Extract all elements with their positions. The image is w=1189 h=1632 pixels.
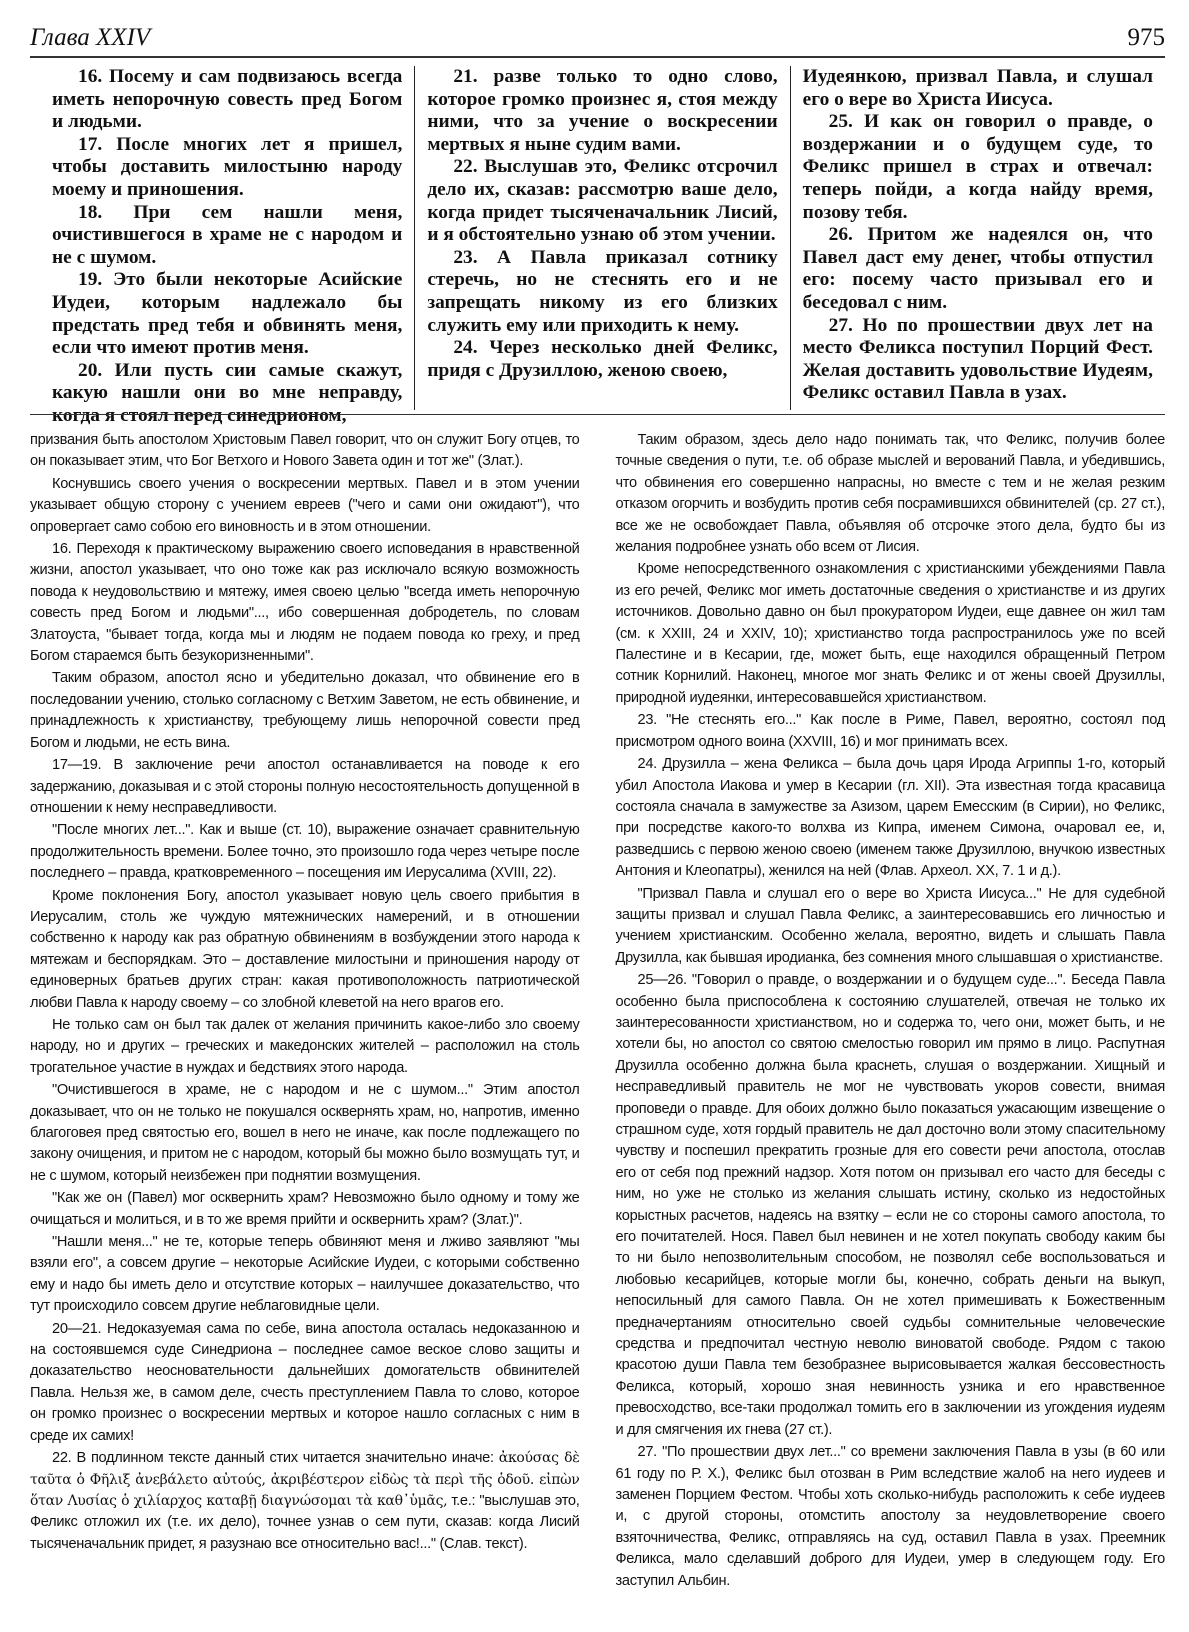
commentary-paragraph: Коснувшись своего учения о воскресении мертвых. Павел и в этом учении указывает общую сторону с учением евреев ("чего и сами они ожидают"), что опровергает само собою его виновность и в этом отношении. <box>30 475 580 535</box>
commentary-paragraph: 16. Переходя к практическому выражению своего исповедания в нравственной жизни, апостол указывает, что оно тоже как раз исключало всякую возможность повода к неудовольствию и мятежу, имея своею целью "всегда иметь непорочную совесть пред Богом и людьми"..., ибо совершенная добродетель, по словам Златоуста, "бывает тогда, когда мы и людям не подаем повода ко греху, и пред Богом стараемся быть безукоризненными". <box>30 541 580 665</box>
verse: 21. разве только то одно слово, которое громко произнес я, стоя между ними, что за учение о воскресении мертвых я ныне судим вами. <box>427 66 778 155</box>
commentary-paragraph: "После многих лет...". Как и выше (ст. 10), выражение означает сравнительную продолжительность времени. Более точно, это произошло года через четыре после последнего – правда, кратковременного – посещения им Иерусалима (XVIII, 22). <box>30 822 580 882</box>
verse: 26. Притом же надеялся он, что Павел даст ему денег, чтобы отпустил его: посему часто призывал его и беседовал с ним. <box>802 224 1153 313</box>
commentary-paragraph: "Очистившегося в храме, не с народом и не с шумом..." Этим апостол доказывает, что он не только не покушался осквернять храм, но, напротив, именно благоговея пред святостью его, вошел в него не иначе, как после подлежащего по закону очищения, и притом не с народом, который бы можно было возмущать тут, и не с шумом, который неизбежен при поднятии возмущения. <box>30 1082 580 1184</box>
verse: 19. Это были некоторые Асийские Иудеи, которым надлежало бы предстать пред тебя и обвинять меня, если что имеют против меня. <box>52 269 403 359</box>
verse: 18. При сем нашли меня, очистившегося в храме не с народом и не с шумом. <box>52 201 403 268</box>
verse: 20. Или пусть сии самые скажут, какую нашли они во мне неправду, когда я стоял перед синедрионом, <box>52 359 403 426</box>
verse: 27. Но по прошествии двух лет на место Феликса поступил Порций Фест. Желая доставить удовольствие Иудеям, Феликс оставил Павла в узах. <box>802 314 1153 404</box>
scripture-column-3 <box>790 66 1165 410</box>
commentary-paragraph: 25—26. "Говорил о правде, о воздержании и о будущем суде...". Беседа Павла особенно была приспособлена к состоянию слушателей, отвечая не только их заинтересованности христианством, но и содержа то, чего они, может быть, и не хотели бы, но апостол со святою смелостью говорил им прямо в лицо. Распутная Друзилла особенно должна была краснеть, слушая о воздержании. Хищный и несправедливый правитель не мог не чувствовать укоров совести, внимая проповеди о правде. Для обоих должно было показаться ужасающим извещение о страшном суде, хотя гордый правитель не дал досточно воли этому спасительному чувству и поспешил прекратить грозные для его совести речи апостола, отослав его от себя под прежний надзор. Хотя потом он призывал его часто для беседы с ним, но уже не столько из желания слышать истину, сколько из недостойных корыстных расчетов, надеясь на взятку – если не со стороны самого апостола, то его почитателей. Нося. Павел был невинен и не хотел покупать свободу каким бы то ни было непозволительным способом, не позволял себе воспользоваться и любовью кесарийцев, которые могли бы, конечно, собрать деньги на выкуп, непосильный для самого Павла. Он не хотел примешивать к Божественным предначертаниям относительно своей судьбы сомнительные человеческие средства и предпочитал честную неволю виноватой свободе. Рядом с такою красотою души Павла тем безобразнее вырисовывается жалкая бессовестность Феликса, который, хорошо зная невинность узника и его нравственное превосходство, все-таки продолжал томить его в заключении из угождения иудеям и для смягчения их гнева (27 ст.). <box>615 972 1165 1438</box>
translation: т.е.: "выслушав это, Феликс отложил их (т.е. их дело), точнее узнав о сем пути, сказав: когда Лисий тысяченачальник придет, я разузнаю все относительно вас!..." (Слав. текст). <box>30 1492 580 1552</box>
commentary-paragraph: 24. Друзилла – жена Феликса – была дочь царя Ирода Агриппы 1-го, который убил Апостола Иакова и умер в Кесарии (гл. XII). Эта известная тогда красавица состояла сначала в замужестве за Азизом, царем Емесским (в Сирии), но Феликс, при посредстве какого-то волхва из Кипра, именем Симона, очаровал ее, и, разведшись с первою женою своею (именем также Друзиллою, внучкою известных Антония и Клеопатры), женился на ней (Флав. Археол. XX, 7. 1 и д.). <box>615 756 1165 880</box>
scripture-text <box>30 66 1165 426</box>
scripture-column-2 <box>414 66 789 410</box>
verse: 23. А Павла приказал сотнику стеречь, но не стеснять его и не запрещать никому из его близких служить ему или приходить к нему. <box>427 246 778 336</box>
verse: 24. Через несколько дней Феликс, придя с Друзиллою, женою своею, <box>427 337 778 381</box>
commentary-column-left <box>30 430 580 1625</box>
commentary-paragraph: 23. "Не стеснять его..." Как после в Риме, Павел, вероятно, состоял под присмотром одного воина (XXVIII, 16) и мог принимать всех. <box>615 712 1165 750</box>
commentary-paragraph: "Призвал Павла и слушал его о вере во Христа Иисуса..." Не для судебной защиты призвал и слушал Павла Феликс, а заинтересовавшись его личностью и учением христианским. Особенно желала, вероятно, видеть и слышать Павла Друзилла, как бывшая иродианка, без сомнения много слышавшая о христианстве. <box>615 885 1165 966</box>
page-number: 975 <box>1127 24 1165 51</box>
commentary-paragraph: Таким образом, апостол ясно и убедительно доказал, что обвинение его в последовании учению, столько согласному с Ветхим Заветом, не есть обвинение, и принадлежность к христианству, требующему лишь непорочной совести пред Богом и людьми, не есть вина. <box>30 670 580 751</box>
commentary-paragraph: 17—19. В заключение речи апостол останавливается на поводе к его задержанию, доказывая и с этой стороны полную несостоятельность допущенной в отношении к нему несправедливости. <box>30 757 580 816</box>
commentary-paragraph: 27. "По прошествии двух лет..." со времени заключения Павла в узы (в 60 или 61 году по Р. Х.), Феликс был отозван в Рим вследствие жалоб на него иудеев и заменен Порцием Фестом. Чтобы хоть сколько-нибудь расположить к себе иудеев и, с другой стороны, отомстить апостолу за неудовлетворение своего взяточничества, Феликс, отправляясь на суд, оставил Павла в узах. Преемник Феликса, мало сделавший доброго для Иудеи, умер в следующем году. Его заступил Альбин. <box>615 1444 1165 1589</box>
verse: 25. И как он говорил о правде, о воздержании и о будущем суде, то Феликс пришел в страх и отвечал: теперь пойди, а когда найду время, позову тебя. <box>802 111 1153 223</box>
commentary-paragraph <box>30 1448 580 1555</box>
verse-22-intro: 22. В подлинном тексте данный стих читается значительно иначе: <box>52 1450 494 1467</box>
chapter-title: Глава XXIV <box>30 24 151 51</box>
scripture-column-1 <box>30 66 414 426</box>
commentary-paragraph: "Как же он (Павел) мог осквернить храм? Невозможно было одному и тому же очищаться и молиться, и в то же время прийти и осквернить храм? (Злат.)". <box>30 1190 580 1228</box>
verse: 22. Выслушав это, Феликс отсрочил дело их, сказав: рассмотрю ваше дело, когда придет тысяченачальник Лисий, и я обстоятельно узнаю об этом учении. <box>427 156 778 246</box>
commentary-paragraph: "Нашли меня..." не те, которые теперь обвиняют меня и лживо заявляют "мы взяли его", а совсем другие – некоторые Асийские Иудеи, с которыми собственно ему и надо бы иметь дело и отсутствие которых – наилучшее доказательство, что тут происходило совсем другие неблаговидные цели. <box>30 1234 580 1315</box>
commentary-paragraph: Кроме непосредственного ознакомления с христианскими убеждениями Павла из его речей, Феликс мог иметь достаточные сведения о христианстве и из других источников. Довольно давно он был прокуратором Иудеи, еще давнее он жил там (см. к XXIII, 24 и XXIV, 10); христианство тогда распространилось уже по всей Палестине и в Кесарии, где, может быть, еще находился обращенный Петром сотник Корнилий. Наконец, многое мог знать Феликс и от жены своей Друзиллы, природной иудеянки, интересовавшейся христианством. <box>615 561 1165 706</box>
commentary-paragraph: 20—21. Недоказуемая сама по себе, вина апостола осталась недоказанною и на состоявшемся суде Синедриона – последнее самое веское слово защиты и доказательство неосновательности дальнейших домогательств обвинителей Павла. Нельзя же, в самом деле, счесть преступлением Павла то слово, которое он громко произнес о воскресении мертвых и которое нашло согласных с ним в среде их самих! <box>30 1320 580 1444</box>
commentary-paragraph: призвания быть апостолом Христовым Павел говорит, что он служит Богу отцев, то он показывает этим, что Бог Ветхого и Нового Завета один и тот же" (Злат.). <box>30 432 580 470</box>
commentary-paragraph: Не только сам он был так далек от желания причинить какое-либо зло своему народу, но и других – греческих и македонских жителей – расположил на столь трогательное участие в нуждах и бедствиях этого народа. <box>30 1016 580 1076</box>
commentary-paragraph: Кроме поклонения Богу, апостол указывает новую цель своего прибытия в Иерусалим, столь же чуждую мятежнических намерений, и в отношении собственно к народу как раз обратную обвинениям в возбуждении этого народа к мятежам и беспорядкам. Это – доставление милостыни и приношения народу от единоверных братьев других стран: какая противоположность патриотической любви Павла к народу своему – со злобной клеветой на него врагов его. <box>30 887 580 1011</box>
commentary-column-right <box>616 430 1166 1625</box>
commentary-paragraph: Таким образом, здесь дело надо понимать так, что Феликс, получив более точные сведения о пути, т.е. об образе мыслей и верований Павла, и убедившись, что обвинения его совершенно напрасны, но вместе с тем и не желая резким отказом огорчить и возбудить против себя посрамившихся обвинителей (ср. 27 ст.), все же не освобождает Павла, объявляя об отсрочке этого дела, будто бы из желания подробнее узнать обо всем от Лисия. <box>615 432 1165 556</box>
commentary <box>30 430 1165 1625</box>
verse: 16. Посему и сам подвизаюсь всегда иметь непорочную совесть пред Богом и людьми. <box>52 66 403 133</box>
greek-text: ἀκούσας δὲ ταῦτα ὁ Φῆλιξ ἀνεβάλετο αὐτούς, ἀκριβέστερον εἰδὼς τὰ περὶ τῆς ὁδοῦ. εἰπὼν ὅταν Λυσίας ὁ χιλίαρχος καταβῇ διαγνώσομαι τὰ καθ᾽ὑμᾶς, <box>30 1450 580 1509</box>
verse: Иудеянкою, призвал Павла, и слушал его о вере во Христа Иисуса. <box>802 66 1153 110</box>
section-divider <box>30 414 1165 415</box>
verse: 17. После многих лет я пришел, чтобы доставить милостыню народу моему и приношения. <box>52 133 403 200</box>
page-header <box>30 22 1165 58</box>
